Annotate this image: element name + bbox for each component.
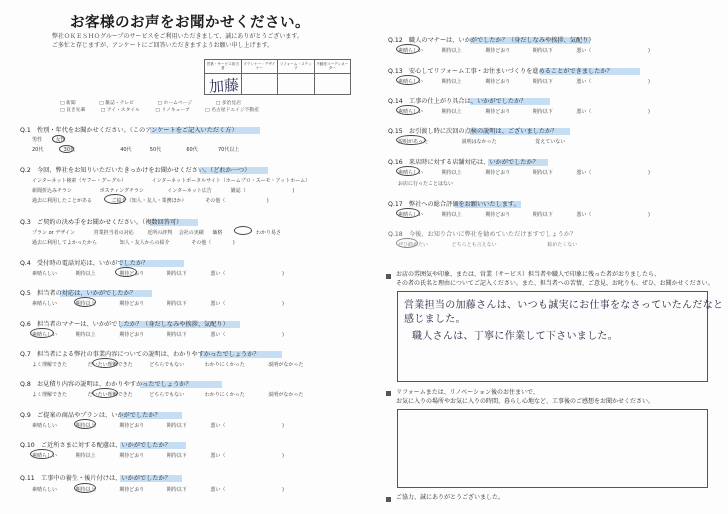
question-q12: Q.12 職人のマナーは、いかがでしたか？（身だしなみや挨拶、気配り） (388, 37, 595, 44)
option-source[interactable]: インターネットポータルサイト（ホームプロ・スーモ・アットホーム） (151, 178, 311, 184)
question-q9: Q.9 ご提案の商品やプランは、いかがでしたか？ (20, 412, 161, 419)
question-q13: Q.13 安心してリフォーム工事・お住まいづくりを進めることができましたか？ (388, 68, 613, 75)
question-q8: Q.8 お見積り内容の説明は、わかりやすかったでしょうか？ (20, 381, 192, 388)
answer-circle (30, 328, 54, 338)
question-q18: Q.18 今後、お知り合いに弊社を勧めていただけますでしょうか？ (388, 231, 577, 238)
answer-circle (396, 44, 420, 54)
rating-option[interactable]: 悪い（ (210, 423, 226, 429)
options-q16 (398, 169, 650, 176)
question-q14: Q.14 工事の仕上がり具合は、いかがでしたか？ (388, 98, 527, 105)
rating-option[interactable]: 期待どおり (119, 423, 145, 429)
explanation-option[interactable]: 説明があった (398, 139, 428, 145)
stamp-cell-planner (242, 74, 279, 95)
rating-option[interactable]: 期待以上 (75, 301, 96, 307)
understanding-option[interactable]: わかりにくかった (204, 362, 245, 368)
answer-circle (74, 483, 96, 493)
answer-circle (92, 358, 118, 368)
option-source[interactable]: インターネット検索（ヤフー・グーグル） (32, 178, 127, 184)
understanding-option[interactable]: どちらでもない (149, 392, 185, 398)
rating-option[interactable]: 素晴らしい (32, 453, 58, 459)
answer-circle (396, 166, 420, 176)
answer-circle (30, 449, 54, 459)
rating-option[interactable]: 素晴らしい (32, 271, 58, 277)
option-reason[interactable]: わかり易さ (255, 230, 281, 236)
option-age[interactable]: 40代 (120, 147, 132, 153)
rating-option[interactable]: 期待以下 (166, 271, 187, 277)
stamp-header-planner: プランナー・デザイナー (242, 60, 279, 73)
option-age[interactable]: 30代 (63, 147, 75, 153)
rating-option[interactable]: 素晴らしい (398, 48, 424, 54)
question-q2: Q.2 今回、弊社をお知りいただいたきっかけをお聞かせください。（どれか一つ） (20, 167, 251, 174)
rating-option[interactable]: 悪い（ (210, 332, 226, 338)
paren-close: ) (281, 453, 284, 459)
handwritten-staff-name: 加藤 (208, 75, 240, 97)
intro-line-1: 弊社ＯＫＥＳＨＯグループのサービスをご利用いただきまして、誠にありがとうございます。 (52, 33, 303, 40)
rating-option[interactable]: 期待以上 (441, 79, 462, 85)
rating-option[interactable]: 期待以上 (75, 271, 96, 277)
rating-option[interactable]: 悪い（ (576, 170, 592, 176)
rating-option[interactable]: 期待以下 (166, 453, 187, 459)
stamp-cell-reform-step (278, 74, 315, 95)
answer-circle (234, 226, 252, 235)
page-title: お客様のお声をお聞かせください。 (70, 15, 310, 31)
comment1-label (396, 271, 714, 288)
option-age[interactable]: 70代以上 (217, 147, 240, 153)
rating-option[interactable]: 期待どおり (119, 453, 145, 459)
understanding-option[interactable]: よく理解できた (32, 362, 68, 368)
question-q11: Q.11 工事中の養生・後片付けは、いかがでしたか？ (20, 475, 171, 482)
rating-option[interactable]: 期待どおり (485, 48, 511, 54)
options-q9 (32, 422, 284, 429)
answer-circle (396, 208, 420, 218)
rating-option[interactable]: 期待どおり (119, 487, 145, 493)
handwritten-line-3: 職人さんは、丁寧に作業して下さいました。 (412, 331, 618, 342)
option-source[interactable]: その他（ (205, 198, 226, 204)
store-option[interactable]: □ 雑誌・テレビ (99, 101, 134, 106)
answer-circle (59, 145, 74, 153)
thanks-footer: ご協力、誠にありがとうございました。 (396, 494, 505, 501)
option-source[interactable]: 新聞折込みチラシ (32, 188, 73, 194)
paren-close: ) (281, 423, 284, 429)
comment1-label-line-2: その者の氏名と理由についてご記入ください。また、担当者への苦情、ご意見、お叱りも、ぜひ、お聞かせください。 (396, 279, 714, 287)
options-q7 (32, 361, 303, 368)
rating-option[interactable]: 期待どおり (485, 212, 511, 218)
paren-close: ) (232, 240, 235, 246)
rating-option[interactable]: 素晴らしい (32, 423, 58, 429)
question-q10: Q.10 ご近所さまに対する配慮は、いかがでしたか？ (20, 442, 171, 449)
options-q8 (32, 391, 303, 398)
answer-circle (74, 297, 96, 307)
understanding-option[interactable]: 説明がなかった (268, 362, 304, 368)
rating-option[interactable]: 期待以上 (441, 109, 462, 115)
comment2-textarea[interactable] (397, 409, 708, 488)
option-female[interactable]: 女性 (55, 137, 66, 143)
rating-option[interactable]: 期待以上 (441, 170, 462, 176)
understanding-option[interactable]: だいたい理解できた (87, 392, 133, 398)
recommend-option[interactable]: ぜひ勧めたい (398, 242, 429, 248)
answer-circle (104, 194, 126, 204)
rating-option[interactable]: 素晴らしい (32, 301, 58, 307)
options-q14 (398, 108, 650, 115)
rating-option[interactable]: 期待どおり (485, 170, 511, 176)
understanding-option[interactable]: どちらでもない (149, 362, 185, 368)
question-q17: Q.17 弊社への総合評価をお願いいたします。 (388, 201, 520, 208)
option-reason[interactable]: 知人・友人からの紹介 (119, 240, 170, 246)
understanding-option[interactable]: 説明がなかった (268, 392, 304, 398)
option-age[interactable]: 60代 (186, 147, 198, 153)
option-reason[interactable]: 価格 (212, 230, 223, 236)
rating-option[interactable]: 悪い（ (210, 271, 226, 277)
options-q2-row2 (32, 187, 294, 194)
paren-close: ) (647, 48, 650, 54)
paren-close: ) (647, 109, 650, 115)
rating-option[interactable]: 期待以上 (75, 423, 96, 429)
options-q5 (32, 300, 284, 307)
rating-option[interactable]: 期待以下 (532, 48, 553, 54)
comment2-label (396, 389, 654, 406)
options-q12 (398, 47, 650, 54)
option-reason[interactable]: その他（ (191, 240, 212, 246)
rating-option[interactable]: 期待どおり (119, 301, 145, 307)
answer-circle (52, 135, 65, 143)
store-option[interactable]: □ アイ・スタイル (100, 108, 140, 113)
options-q2-row1 (32, 177, 310, 184)
options-q6 (32, 331, 284, 338)
question-q15: Q.15 お引渡し時に次回の点検の説明は、ございましたか？ (388, 128, 558, 135)
rating-option[interactable]: 期待どおり (119, 332, 145, 338)
rating-option[interactable]: 期待以上 (441, 48, 462, 54)
explanation-option[interactable]: 説明はなかった (461, 139, 497, 145)
rating-option[interactable]: 期待以下 (166, 301, 187, 307)
rating-option[interactable]: 期待どおり (119, 271, 145, 277)
store-option[interactable]: □ 新聞 (60, 101, 76, 106)
paren-close: ) (647, 212, 650, 218)
question-q7: Q.7 担当者による弊社の事業内容についての説明は、わかりやすかったでしょうか？ (20, 351, 260, 358)
comment1-label-line-1: お店の雰囲気や印象、または、営業（サービス）担当者や職人で印象に残った者がおりましたら、 (396, 271, 661, 278)
answer-circle (396, 75, 420, 85)
handwritten-line-1: 営業担当の加藤さんは、いつも誠実にお仕事をなさっていたんだなと (404, 300, 724, 311)
rating-option[interactable]: 期待以上 (75, 332, 96, 338)
understanding-option[interactable]: よく理解できた (32, 392, 68, 398)
option-reason[interactable]: 過去に利用してよかったから (32, 240, 98, 246)
understanding-option[interactable]: わかりにくかった (204, 392, 245, 398)
rating-option[interactable]: 悪い（ (210, 487, 226, 493)
understanding-option[interactable]: だいたい理解できた (87, 362, 133, 368)
option-source[interactable]: ポスティングチラシ (99, 188, 144, 194)
rating-option[interactable]: 期待以上 (75, 453, 96, 459)
rating-option[interactable]: 期待以下 (166, 423, 187, 429)
bullet-square-icon (386, 497, 391, 502)
answer-circle (396, 105, 420, 115)
question-q1: Q.1 性別・年代をお聞かせください。（このアンケートをご記入いただく方） (20, 127, 238, 134)
rating-option[interactable]: 悪い（ (210, 301, 226, 307)
option-source[interactable]: 過去に利用したことがある (32, 198, 93, 204)
answer-circle (396, 135, 426, 145)
rating-option[interactable]: 悪い（ (576, 79, 592, 85)
paren-close: ) (647, 170, 650, 176)
explanation-option[interactable]: 覚えていない (535, 139, 566, 145)
rating-option[interactable]: 期待以上 (75, 487, 96, 493)
options-q3-row2 (32, 239, 235, 246)
recommend-option[interactable]: どちらとも言えない (451, 242, 497, 248)
rating-option[interactable]: 素晴らしい (398, 170, 424, 176)
answer-circle (115, 267, 137, 277)
bullet-square-icon (386, 391, 391, 396)
answer-circle (92, 388, 118, 398)
rating-option[interactable]: 悪い（ (210, 453, 226, 459)
paren-close: ) (647, 79, 650, 85)
recommend-option[interactable]: 勧めたくない (547, 242, 578, 248)
question-q16: Q.16 来店時に対する店舗対応は、いかがでしたか？ (388, 159, 539, 166)
handwritten-line-2: 感じました。 (404, 314, 466, 325)
options-q2-row3 (32, 197, 269, 204)
paren-close: ) (292, 188, 295, 194)
stamp-cell-realestate (315, 74, 351, 95)
option-reason[interactable]: 近所の評判 (147, 230, 173, 236)
stamp-header-realestate: 不動産コーディネーター (316, 62, 349, 71)
options-q18 (398, 241, 577, 248)
rating-option[interactable]: 期待どおり (485, 109, 511, 115)
option-reason[interactable]: 会社の実績 (178, 230, 204, 236)
paren-close: ) (281, 271, 284, 277)
option-source[interactable]: 雑誌（ (230, 188, 246, 194)
intro-line-2: ご多忙と存じますが、アンケートにご回答いただきますようお願い申し上げます。 (52, 41, 274, 49)
options-q16-row2 (398, 180, 453, 187)
rating-option[interactable]: 素晴らしい (398, 79, 424, 85)
rating-option[interactable]: 悪い（ (576, 212, 592, 218)
bullet-square-icon (386, 274, 391, 279)
stamp-header-reform-step: リフォーム・ステップ (278, 60, 315, 73)
rating-option[interactable]: 素晴らしい (32, 332, 58, 338)
paren-close: ) (266, 198, 269, 204)
rating-option[interactable]: 期待以下 (532, 109, 553, 115)
rating-option[interactable]: 期待以下 (166, 487, 187, 493)
option-male[interactable]: 男性 (32, 137, 43, 143)
rating-option[interactable]: 素晴らしい (32, 487, 58, 493)
store-option[interactable]: □ 名古屋ドエイジ不動産 (205, 108, 260, 113)
store-row-2 (60, 106, 259, 113)
options-q13 (398, 78, 650, 85)
rating-option[interactable]: 悪い（ (576, 48, 592, 54)
question-q6: Q.6 担当者のマナーは、いかがでしたか？（身だしなみや挨拶、気配り） (20, 321, 229, 328)
paren-close: ) (281, 487, 284, 493)
store-option[interactable]: □ 良き先輩 (60, 108, 86, 113)
question-q5: Q.5 担当者の対応は、いかがでしたか？ (20, 290, 136, 297)
option-source[interactable]: ご紹介（知人・友人・業務ほか） (111, 198, 187, 204)
options-q10 (32, 452, 284, 459)
option-reason[interactable]: プラン or デザイン (32, 230, 75, 236)
rating-option[interactable]: 素晴らしい (398, 109, 424, 115)
paren-close: ) (281, 332, 284, 338)
rating-option[interactable]: 期待以下 (532, 79, 553, 85)
answer-circle (74, 419, 96, 429)
paren-close: ) (281, 301, 284, 307)
rating-option[interactable]: 期待以下 (532, 212, 553, 218)
answer-circle (396, 238, 418, 248)
rating-option[interactable]: 素晴らしい (398, 212, 424, 218)
options-q17 (398, 211, 650, 218)
options-q11 (32, 486, 284, 493)
option-source[interactable]: インターネット広告 (167, 188, 212, 194)
question-q3: Q.3 ご契約の決め手をお聞かせください。（複数回答可） (20, 219, 183, 226)
rating-option[interactable]: 期待以下 (166, 332, 187, 338)
stamp-header-sales: 営業・サービス担当者 (205, 60, 242, 73)
store-row-1 (60, 99, 241, 106)
option-reason[interactable]: 営業担当者の対応 (93, 230, 134, 236)
rating-option[interactable]: 期待以上 (441, 212, 462, 218)
store-option[interactable]: □ ホームページ (157, 101, 193, 106)
store-option[interactable]: □ リノキューブ (155, 108, 190, 113)
question-q4: Q.4 受付時の電話対応は、いかがでしたか？ (20, 260, 149, 267)
comment2-label-line-1: リフォームまたは、リノベーション後のお住まいで、 (396, 389, 539, 396)
rating-option[interactable]: 期待以下 (532, 170, 553, 176)
option-age[interactable]: 50代 (149, 147, 162, 153)
rating-option[interactable]: 悪い（ (576, 109, 592, 115)
intro-text (52, 33, 303, 50)
options-q4 (32, 270, 284, 277)
rating-option[interactable]: 期待どおり (485, 79, 511, 85)
option-age[interactable]: 20代 (32, 147, 44, 153)
no-visit-option[interactable]: お店に行ったことはない (398, 181, 454, 187)
store-option[interactable]: □ 多治見店 (215, 101, 241, 106)
comment2-label-line-2: お気に入りの場所やお気に入りの時間、暮らし心地など、工事後のご感想をお聞かせください。 (396, 397, 655, 405)
